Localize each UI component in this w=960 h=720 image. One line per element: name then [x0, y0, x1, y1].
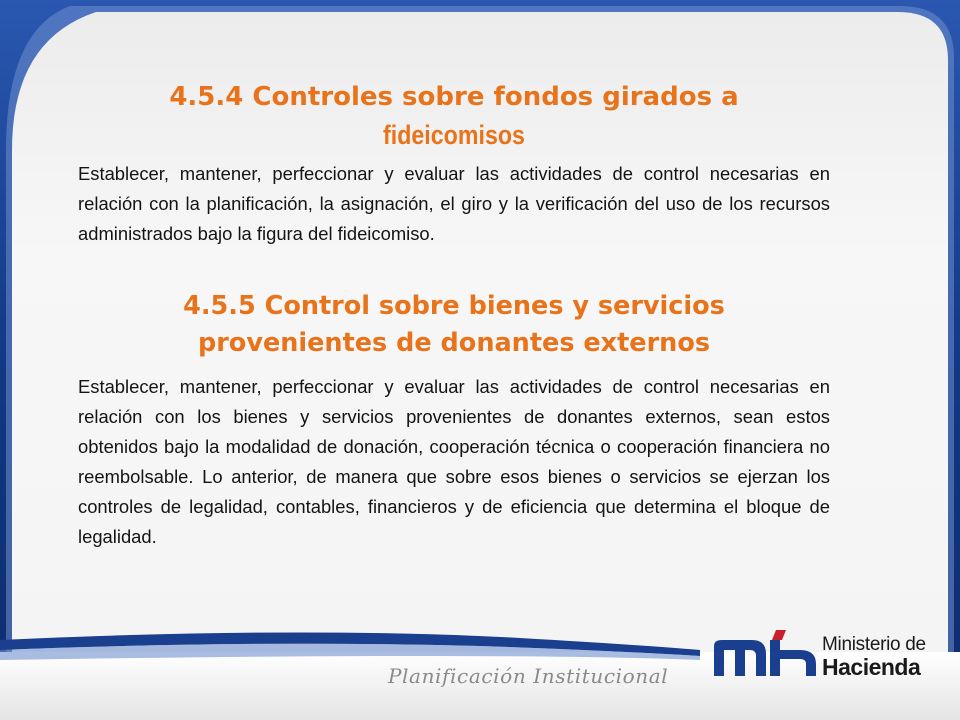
mh-logo-icon [712, 626, 820, 686]
section2-body: Establecer, mantener, perfeccionar y evaluar las actividades de control necesarias en relación con los bienes y servicios provenientes de donantes externos, sean estos obtenidos bajo la modalidad de donación, cooperación técnica o cooperación financiera no reembolsable. Lo anterior, de manera que sobre esos bienes o servicios se ejerzan los controles de legalidad, contables, financieros y de eficiencia que determina el bloque de legalidad. [78, 376, 830, 547]
logo-line2: Hacienda [822, 654, 921, 680]
section1-body: Establecer, mantener, perfeccionar y evaluar las actividades de control necesarias en relación con la planificación, la asignación, el giro y la verificación del uso de los recursos administrados bajo la figura del fideicomiso. [78, 163, 830, 244]
logo-line1: Ministerio de [822, 634, 926, 655]
ministerio-hacienda-logo [712, 626, 932, 686]
section2-title-line2: provenientes de donantes externos [197, 328, 711, 358]
section1-title-line1: 4.5.4 Controles sobre fondos girados a [169, 82, 739, 112]
section2-title-line1: 4.5.5 Control sobre bienes y servicios [183, 291, 725, 321]
section2-title [78, 288, 830, 362]
section1-title-line2: fideicomisos [383, 120, 525, 150]
footer-tagline: Planificación Institucional [388, 664, 669, 688]
